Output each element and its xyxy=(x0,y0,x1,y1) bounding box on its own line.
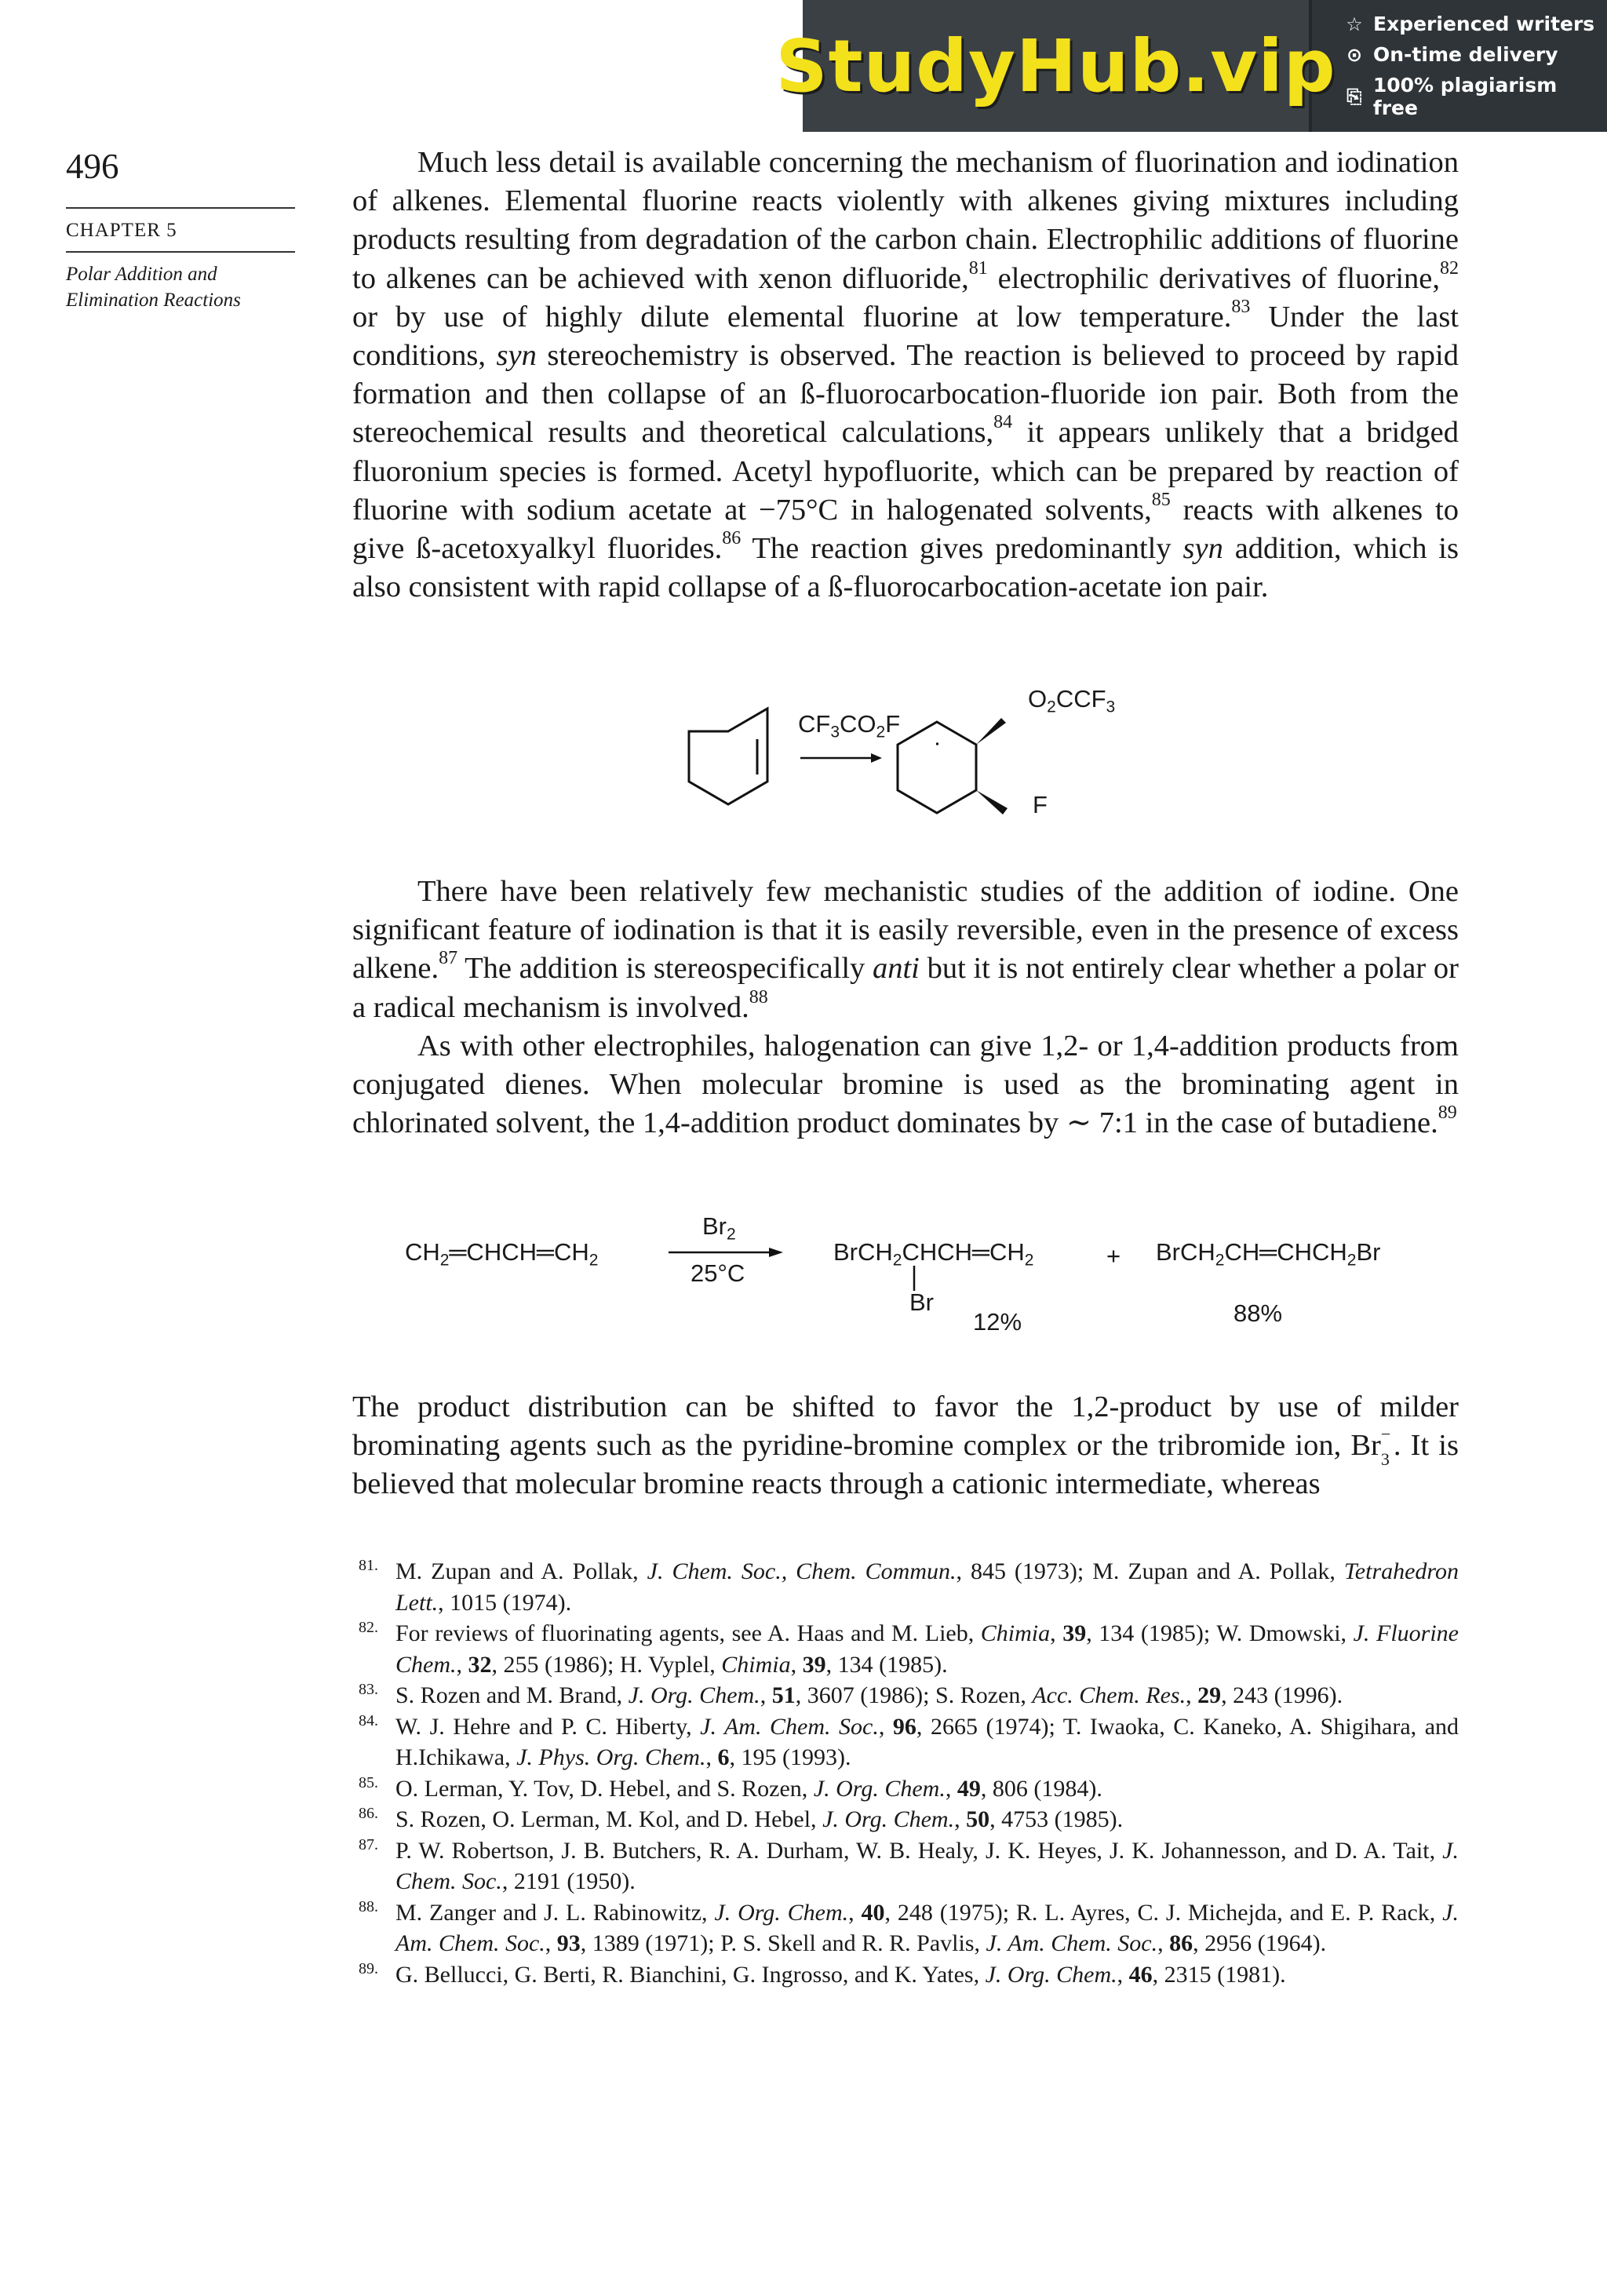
footnote xyxy=(352,1835,1459,1897)
footnote-number: 86. xyxy=(359,1805,378,1822)
plus-sign: + xyxy=(1106,1242,1121,1270)
feature-item xyxy=(1343,74,1607,119)
feature-item xyxy=(1343,13,1607,35)
footnote xyxy=(352,1804,1459,1835)
footnote-number: 84. xyxy=(359,1711,378,1729)
copy-icon: ⎘ xyxy=(1346,86,1362,108)
product-label: $BrCH_2CH═CHCH_2Br$ xyxy=(1156,1238,1381,1270)
wedge-bond-upper xyxy=(976,718,1006,745)
footnote-text: P. W. Robertson, J. B. Butchers, R. A. Durham, W. B. Healy, J. K. Heyes, J. K. Johannesson, and D. A. Tait, J. Chem. Soc., 2191 (1950). xyxy=(395,1837,1459,1894)
footnote xyxy=(352,1618,1459,1680)
product-label: $BrCH_2CHCH═CH_2$ xyxy=(833,1238,1034,1270)
star-icon: ☆ xyxy=(1346,13,1363,35)
page-number: 496 xyxy=(66,147,119,186)
footnote xyxy=(352,1711,1459,1773)
footnote-number: 88. xyxy=(359,1897,378,1915)
footnote xyxy=(352,1897,1459,1959)
reaction-arrow xyxy=(669,1245,786,1260)
body-paragraph: The product distribution can be shifted to favor the 1,2-product by use of milder brominating agents such as the pyridine-bromine complex or the tribromide ion, Br − 3 . It is believed that molecular bromine reacts through a cationic intermediate, whereas xyxy=(352,1390,1459,1501)
reagent-label: $Br_2$ xyxy=(702,1212,736,1244)
feature-item xyxy=(1343,43,1607,66)
footnote xyxy=(352,1556,1459,1618)
bromine-label: Br xyxy=(909,1288,934,1316)
body-paragraph: Much less detail is available concerning the mechanism of fluorination and iodination of alkenes. Elemental fluorine reacts violently with alkenes giving mixtures including products resulting from degradation of the carbon chain. Electrophilic additions of fluorine to alkenes can be achieved with xenon difluoride,$^{81}$ electrophilic derivatives of fluorine,$^{82}$ or by use of highly dilute elemental fluorine at low temperature.$^{83}$ Under the last conditions, syn stereochemistry is observed. The reaction is believed to proceed by rapid formation and then collapse of an ß-fluorocarbocation-fluoride ion pair. Both from the stereochemical results and theoretical calculations,$^{84}$ it appears unlikely that a bridged fluoronium species is formed. Acetyl hypofluorite, which can be prepared by reaction of fluorine with sodium acetate at −75°C in halogenated solvents,$^{85}$ reacts with alkenes to give ß-acetoxyalkyl fluorides.$^{86}$ The reaction gives predominantly syn addition, which is also consistent with rapid collapse of a ß-fluorocarbocation-acetate ion pair. xyxy=(352,146,1459,604)
footnote-number: 83. xyxy=(359,1681,378,1698)
condition-label: 25°C xyxy=(691,1259,745,1287)
feature-label: Experienced writers xyxy=(1373,13,1595,35)
footnote-number: 87. xyxy=(359,1835,378,1853)
footnote xyxy=(352,1680,1459,1711)
footnote-text: S. Rozen, O. Lerman, M. Kol, and D. Hebel, J. Org. Chem., 50, 4753 (1985). xyxy=(395,1806,1124,1832)
footnote-number: 89. xyxy=(359,1959,378,1977)
footnote xyxy=(352,1773,1459,1805)
footnote-text: For reviews of fluorinating agents, see A. Haas and M. Lieb, Chimia, 39, 134 (1985); W. Dmowski, J. Fluorine Chem., 32, 255 (1986); H. Vyplel, Chimia, 39, 134 (1985). xyxy=(395,1620,1459,1678)
substituent-label: $O_2CCF_3$ xyxy=(1028,685,1116,716)
margin-rule xyxy=(66,207,295,209)
yield-label: 88% xyxy=(1233,1299,1283,1327)
reagent-label: $CF_3CO_2F$ xyxy=(798,710,901,742)
footnote-text: S. Rozen and M. Brand, J. Org. Chem., 51, 3607 (1986); S. Rozen, Acc. Chem. Res., 29, 243 (1996). xyxy=(395,1682,1343,1708)
fluorine-label: F xyxy=(1033,791,1048,818)
brand-logo[interactable]: StudyHub.vip xyxy=(775,24,1336,108)
wedge-bond-lower xyxy=(976,790,1008,815)
footnote xyxy=(352,1959,1459,1991)
body-paragraph: As with other electrophiles, halogenation can give 1,2- or 1,4-addition products from conjugated dienes. When molecular bromine is used as the brominating agent in chlorinated solvent, the 1,4-addition product dominates by ∼ 7:1 in the case of butadiene.$^{89}$ xyxy=(352,1030,1459,1140)
footnotes xyxy=(352,1556,1459,1990)
reactant-label: $CH_2═CHCH═CH_2$ xyxy=(405,1238,599,1270)
cyclohexene-structure xyxy=(689,709,767,804)
clock-icon: ⊙ xyxy=(1346,43,1363,66)
footnote-text: M. Zanger and J. L. Rabinowitz, J. Org. Chem., 40, 248 (1975); R. L. Ayres, C. J. Michejda, and E. P. Rack, J. Am. Chem. Soc., 93, 1389 (1971); P. S. Skell and R. R. Pavlis, J. Am. Chem. Soc., 86, 2956 (1964). xyxy=(395,1899,1459,1956)
feature-list xyxy=(1312,0,1607,132)
feature-label: 100% plagiarism free xyxy=(1372,74,1558,119)
footnote-number: 81. xyxy=(359,1557,378,1574)
chapter-title: Polar Addition and Elimination Reactions xyxy=(66,264,241,311)
chapter-label: CHAPTER 5 xyxy=(66,220,177,241)
product-structure xyxy=(898,722,976,813)
promo-banner[interactable] xyxy=(775,0,1607,132)
feature-label: On-time delivery xyxy=(1373,43,1558,66)
body-paragraph: There have been relatively few mechanistic studies of the addition of iodine. One significant feature of iodination is that it is easily reversible, even in the presence of excess alkene.$^{87}$ The addition is stereospecifically anti but it is not entirely clear whether a polar or a radical mechanism is involved.$^{88}$ xyxy=(352,875,1459,1024)
brand-box[interactable] xyxy=(775,0,1336,132)
arrow-head xyxy=(871,753,882,763)
yield-label: 12% xyxy=(973,1308,1022,1336)
footnote-text: W. J. Hehre and P. C. Hiberty, J. Am. Chem. Soc., 96, 2665 (1974); T. Iwaoka, C. Kaneko, A. Shigihara, and H.Ichikawa, J. Phys. Org. Chem., 6, 195 (1993). xyxy=(395,1713,1459,1770)
margin-rule xyxy=(66,251,295,253)
footnote-number: 82. xyxy=(359,1619,378,1636)
footnote-text: G. Bellucci, G. Berti, R. Bianchini, G. Ingrosso, and K. Yates, J. Org. Chem., 46, 2315 (1981). xyxy=(395,1961,1286,1988)
footnote-text: M. Zupan and A. Pollak, J. Chem. Soc., Chem. Commun., 845 (1973); M. Zupan and A. Pollak, Tetrahedron Lett., 1015 (1974). xyxy=(395,1558,1459,1616)
footnote-number: 85. xyxy=(359,1773,378,1791)
footnote-text: O. Lerman, Y. Tov, D. Hebel, and S. Rozen, J. Org. Chem., 49, 806 (1984). xyxy=(395,1775,1102,1802)
